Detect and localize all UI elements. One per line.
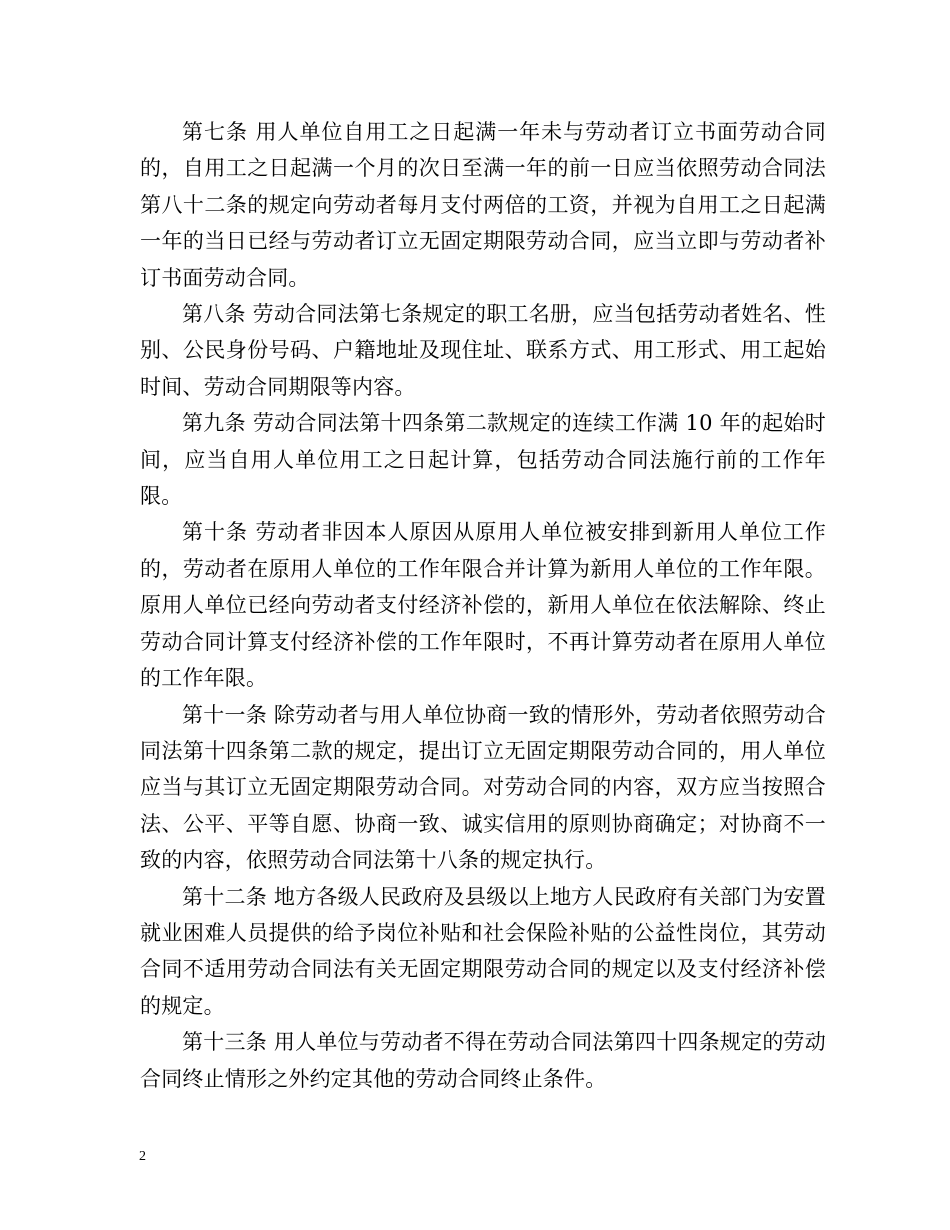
article-11: 第十一条 除劳动者与用人单位协商一致的情形外，劳动者依照劳动合同法第十四条第二款的规定，提出订立无固定期限劳动合同的，用人单位应当与其订立无固定期限劳动合同。对劳动合同的内容，双方应当按照合法、公平、平等自愿、协商一致、诚实信用的原则协商确定；对协商不一致的内容，依照劳动合同法第十八条的规定执行。 bbox=[140, 702, 826, 873]
article-10: 第十条 劳动者非因本人原因从原用人单位被安排到新用人单位工作的，劳动者在原用人单位的工作年限合并计算为新用人单位的工作年限。原用人单位已经向劳动者支付经济补偿的，新用人单位在依法解除、终止劳动合同计算支付经济补偿的工作年限时，不再计算劳动者在原用人单位的工作年限。 bbox=[140, 520, 826, 691]
article-13: 第十三条 用人单位与劳动者不得在劳动合同法第四十四条规定的劳动合同终止情形之外约定其他的劳动合同终止条件。 bbox=[140, 1030, 826, 1091]
article-9: 第九条 劳动合同法第十四条第二款规定的连续工作满 10 年的起始时间，应当自用人单位用工之日起计算，包括劳动合同法施行前的工作年限。 bbox=[140, 411, 826, 509]
document-body bbox=[140, 114, 826, 1097]
page-number: 2 bbox=[139, 1149, 146, 1164]
article-7: 第七条 用人单位自用工之日起满一年未与劳动者订立书面劳动合同的，自用工之日起满一个月的次日至满一年的前一日应当依照劳动合同法第八十二条的规定向劳动者每月支付两倍的工资，并视为自用工之日起满一年的当日已经与劳动者订立无固定期限劳动合同，应当立即与劳动者补订书面劳动合同。 bbox=[140, 120, 826, 290]
article-8: 第八条 劳动合同法第七条规定的职工名册，应当包括劳动者姓名、性别、公民身份号码、户籍地址及现住址、联系方式、用工形式、用工起始时间、劳动合同期限等内容。 bbox=[140, 302, 826, 399]
article-12: 第十二条 地方各级人民政府及县级以上地方人民政府有关部门为安置就业困难人员提供的给予岗位补贴和社会保险补贴的公益性岗位，其劳动合同不适用劳动合同法有关无固定期限劳动合同的规定以及支付经济补偿的规定。 bbox=[140, 884, 826, 1018]
